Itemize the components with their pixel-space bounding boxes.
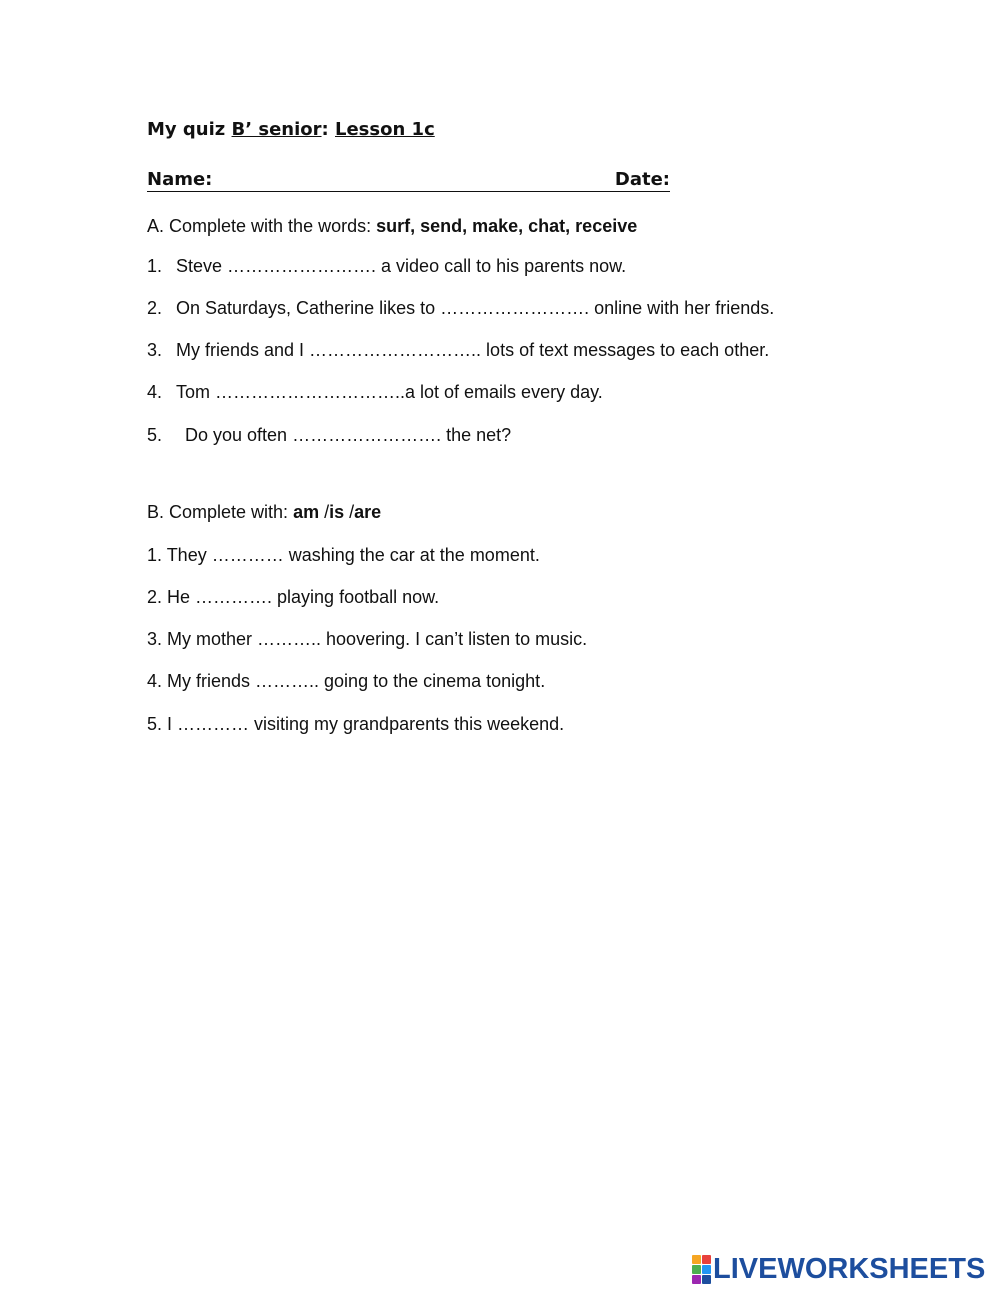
section-b-item: 5. I ………… visiting my grandparents this weekend. [147,714,565,734]
name-date-row [147,169,670,192]
liveworksheets-logo [692,1254,985,1284]
item-number: 5. [147,425,163,445]
section-a-item [147,381,603,403]
title-lesson: Lesson 1c [335,119,435,140]
date-label: Date: [614,169,670,190]
section-a-instruction-text: A. Complete with the words: [147,216,377,236]
page-title [147,119,435,140]
item-text: Tom …………………………..a lot of emails every day. [176,382,603,402]
item-number: 4. [147,382,163,402]
item-number: 2. [147,298,163,318]
item-number: 3. [147,340,163,360]
section-a-item [147,424,511,446]
section-a-item [147,339,769,361]
section-b-item: 1. They ………… washing the car at the moment. [147,545,540,565]
name-label: Name: [147,169,213,190]
option-separator: / [319,502,330,522]
title-prefix: My quiz [147,119,232,140]
section-b-instruction-text: B. Complete with: [147,502,294,522]
option-separator: / [344,502,355,522]
title-colon: : [321,119,329,140]
item-text: My friends and I ……………………….. lots of text messages to each other. [176,340,770,360]
section-a-instruction [147,215,637,237]
item-text: Steve ……………………. a video call to his parents now. [176,256,627,276]
section-b-item: 4. My friends ……….. going to the cinema tonight. [147,671,546,691]
liveworksheets-logo-icon [692,1255,710,1283]
section-b-item: 3. My mother ……….. hoovering. I can’t listen to music. [147,629,588,649]
section-b-item: 2. He …………. playing football now. [147,587,440,607]
item-text: Do you often ……………………. the net? [185,425,512,445]
option-am: am [293,502,320,522]
section-a-item [147,255,626,277]
option-are: are [354,502,382,522]
option-is: is [329,502,345,522]
section-a-word-bank: surf, send, make, chat, receive [376,216,638,236]
item-text: On Saturdays, Catherine likes to ……………………. online with her friends. [176,298,775,318]
section-b-instruction [147,501,381,523]
title-course: B’ senior [231,119,322,140]
section-a-item [147,297,774,319]
liveworksheets-logo-text: LIVEWORKSHEETS [713,1252,986,1285]
item-number: 1. [147,256,163,276]
